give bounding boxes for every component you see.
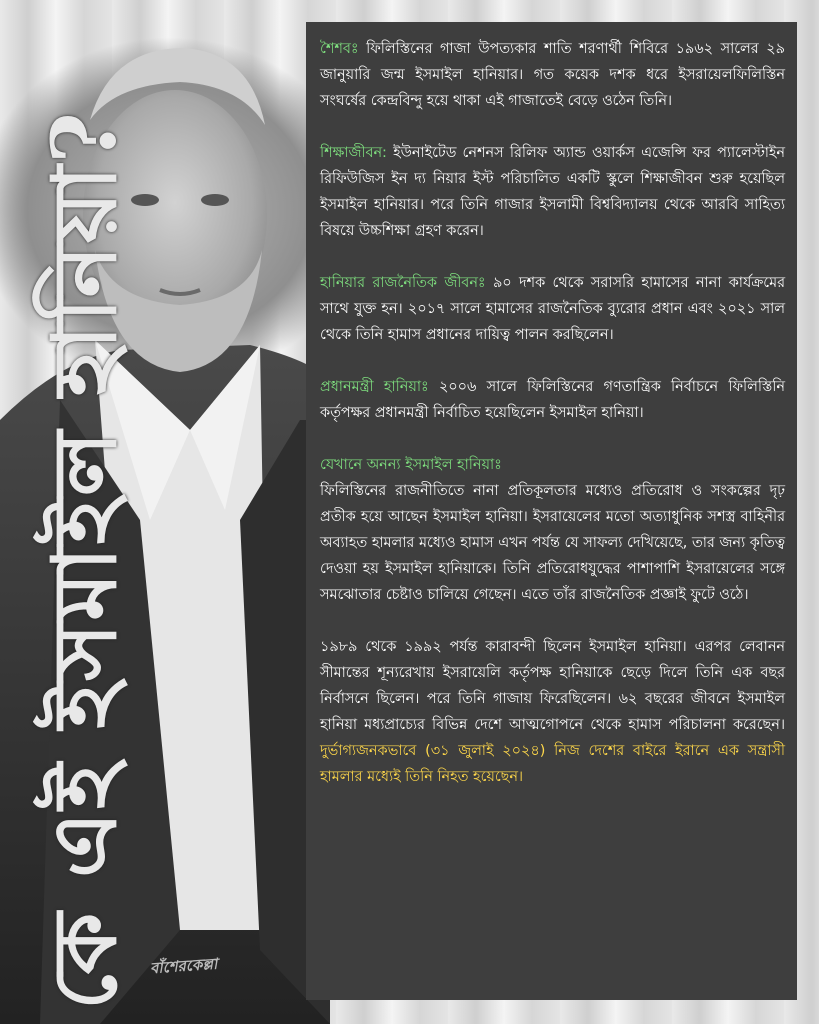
section-text: ১৯৮৯ থেকে ১৯৯২ পর্যন্ত কারাবন্দী ছিলেন ইসমাইল হানিয়া। এরপর লেবানন সীমান্তের শূন্যরেখায় ইসরায়েলি কর্তৃপক্ষ হানিয়াকে ছেড়ে দিলে তিনি এক বছর নির্বাসনে ছিলেন। পরে তিনি গাজায় ফিরেছিলেন। ৬২ বছরের জীবনে ইসমাইল হানিয়া মধ্যপ্রাচ্যের বিভিন্ন দেশে আত্মগোপনে থেকে হামাস পরিচালনা করেছেন। <box>320 639 785 733</box>
section-education <box>320 140 785 244</box>
section-political-life <box>320 270 785 348</box>
section-text: ফিলিস্তিনের গাজা উপত্যকার শাতি শরণার্থী শিবিরে ১৯৬২ সালের ২৯ জানুয়ারি জন্ম ইসমাইল হানিয়ার। গত কয়েক দশক ধরে ইসরায়েলফিলিস্তিন সংঘর্ষের কেন্দ্রবিন্দু হয়ে থাকা এই গাজাতেই বেড়ে ওঠেন তিনি। <box>320 41 785 109</box>
section-heading: শৈশবঃ <box>320 41 359 57</box>
section-prime-minister <box>320 374 785 426</box>
section-text: ২০০৬ সালে ফিলিস্তিনের গণতান্ত্রিক নির্বাচনে ফিলিস্তিনি কর্তৃপক্ষর প্রধানমন্ত্রী নির্বাচিত হয়েছিলেন ইসমাইল হানিয়া। <box>320 379 785 421</box>
section-heading: প্রধানমন্ত্রী হানিয়াঃ <box>320 379 429 395</box>
section-heading: হানিয়ার রাজনৈতিক জীবনঃ <box>320 275 486 291</box>
section-text: ফিলিস্তিনের রাজনীতিতে নানা প্রতিকূলতার মধ্যেও প্রতিরোধ ও সংকল্পের দৃঢ় প্রতীক হয়ে আছেন ইসমাইল হানিয়া। ইসরায়েলের মতো অত্যাধুনিক সশস্ত্র বাহিনীর অব্যাহত হামলার মধ্যেও হামাস এখন পর্যন্ত যে সাফল্য দেখিয়েছে, তার জন্য কৃতিত্ব দেওয়া হয় ইসমাইল হানিয়াকে। তিনি প্রতিরোধযুদ্ধের পাশাপাশি ইসরায়েলের সঙ্গে সমঝোতার চেষ্টাও চালিয়ে গেছেন। এতে তাঁর রাজনৈতিক প্রজ্ঞাই ফুটে ওঠে। <box>320 483 785 603</box>
signature: বাঁশেরকেল্লা <box>149 954 218 978</box>
section-heading: শিক্ষাজীবন: <box>320 145 387 161</box>
section-heading: যেখানে অনন্য ইসমাইল হানিয়াঃ <box>320 457 502 473</box>
section-text: ইউনাইটেড নেশনস রিলিফ অ্যান্ড ওয়ার্কস এজেন্সি ফর প্যালেস্টাইন রিফিউজিস ইন দ্য নিয়ার ইস্ট পরিচালিত একটি স্কুলে শিক্ষাজীবন শুরু হয়েছিল ইসমাইল হানিয়ার। পরে তিনি গাজার ইসলামী বিশ্ববিদ্যালয় থেকে আরবি সাহিত্য বিষয়ে উচ্চশিক্ষা গ্রহণ করেন। <box>320 145 785 239</box>
highlight-text: দুর্ভাগ্যজনকভাবে (৩১ জুলাই ২০২৪) নিজ দেশের বাইরে ইরানে এক সন্ত্রাসী হামলার মধ্যেই তিনি নিহত হয়েছেন। <box>320 743 785 785</box>
page-title: কে এই ইসমাইল হানিয়া? <box>32 110 136 1010</box>
section-childhood <box>320 36 785 114</box>
section-unique <box>320 452 785 608</box>
info-panel <box>306 22 797 1000</box>
section-final <box>320 634 785 790</box>
section-text: ৯০ দশক থেকে সরাসরি হামাসের নানা কার্যক্রমের সাথে যুক্ত হন। ২০১৭ সালে হামাসের রাজনৈতিক ব্যুরোর প্রধান এবং ২০২১ সাল থেকে তিনি হামাস প্রধানের দায়িত্ব পালন করছিলেন। <box>320 275 785 343</box>
